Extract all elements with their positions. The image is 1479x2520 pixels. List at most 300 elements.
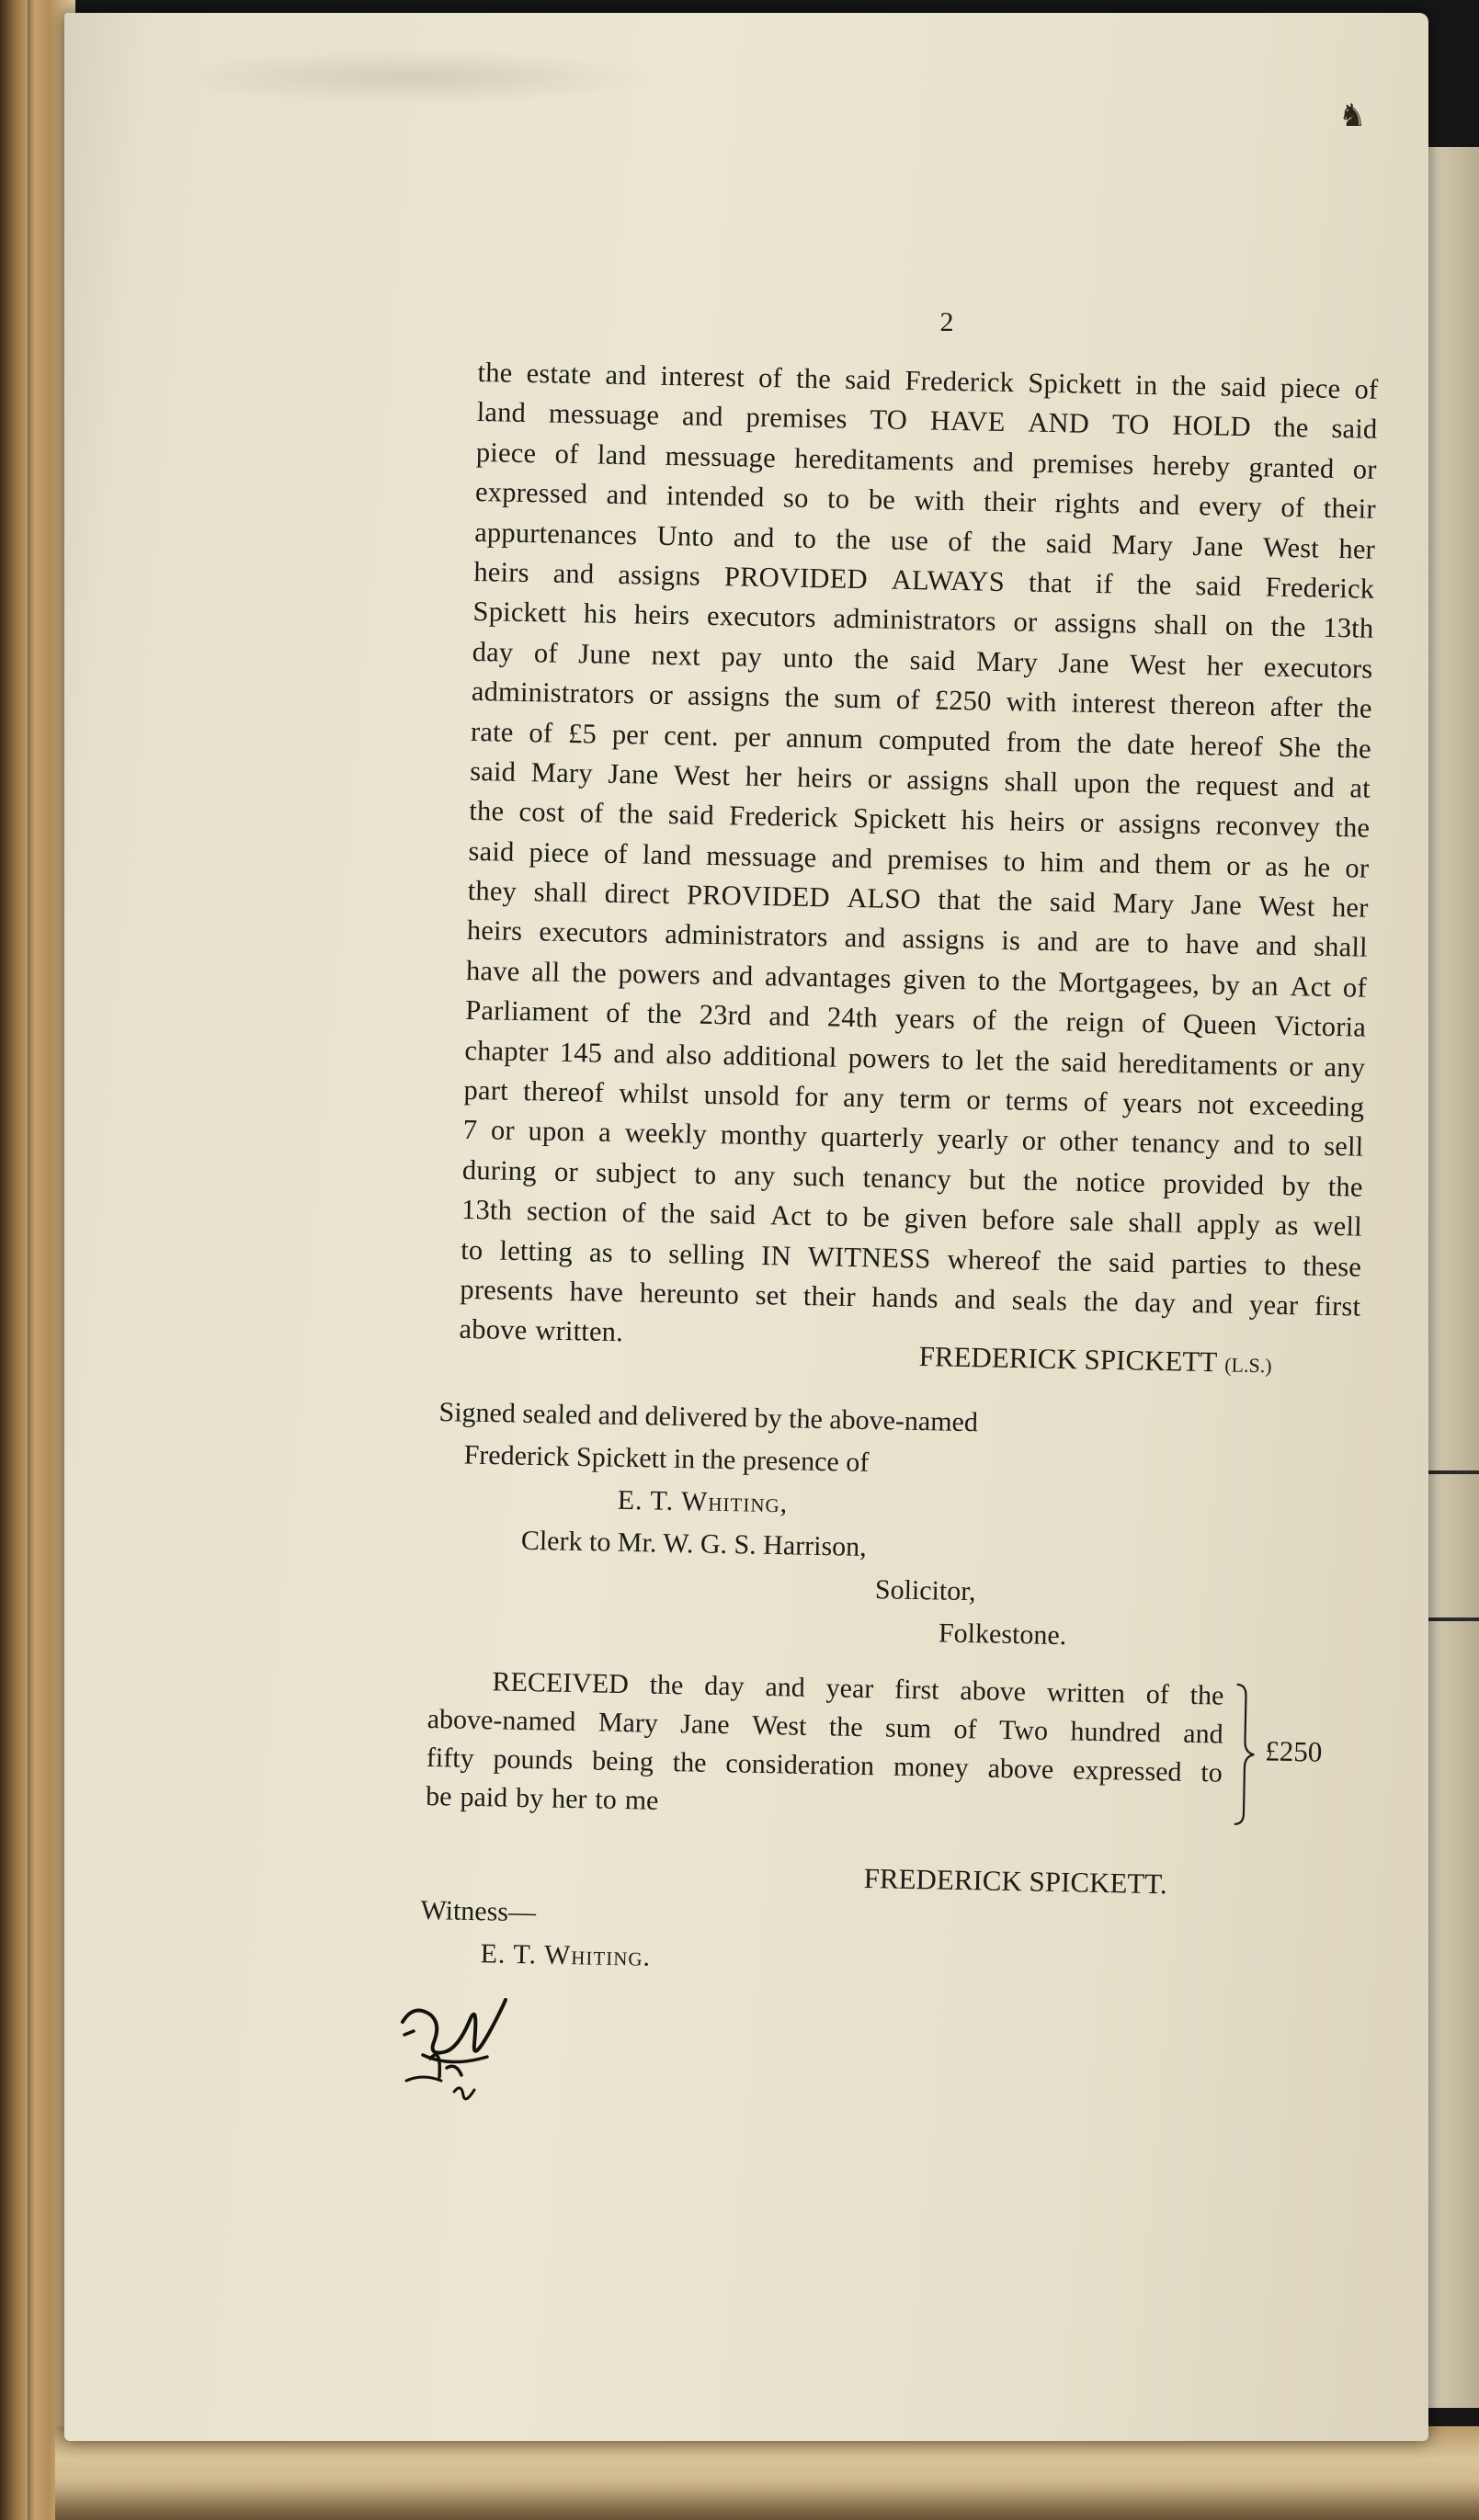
word: such bbox=[792, 1160, 846, 1193]
word: 23rd bbox=[699, 999, 752, 1032]
word: Mary bbox=[530, 756, 594, 789]
word: as bbox=[1264, 850, 1290, 882]
word: her bbox=[1338, 532, 1376, 565]
word: TO bbox=[1111, 408, 1150, 441]
word: tenancy bbox=[862, 1162, 952, 1195]
word: to bbox=[1288, 1129, 1311, 1162]
word: AND bbox=[1028, 406, 1090, 440]
word: whereof bbox=[947, 1243, 1041, 1277]
word: of bbox=[533, 636, 559, 669]
word: and bbox=[1233, 1129, 1275, 1162]
word: £250 bbox=[934, 684, 992, 717]
word: yearly bbox=[937, 1123, 1009, 1156]
word: Jane bbox=[1058, 646, 1109, 679]
word: and bbox=[552, 557, 595, 590]
word: and bbox=[1138, 489, 1180, 521]
word: of bbox=[1280, 491, 1305, 524]
word: sell bbox=[1323, 1130, 1364, 1164]
word: unsold bbox=[703, 1078, 780, 1112]
word: cost bbox=[518, 796, 565, 829]
word: Jane bbox=[1192, 529, 1244, 562]
witness-label: Witness— bbox=[420, 1894, 537, 1928]
word: for bbox=[794, 1080, 829, 1113]
word: shall bbox=[1128, 1206, 1183, 1240]
word: or bbox=[1352, 453, 1378, 485]
word: PROVIDED bbox=[723, 561, 869, 596]
attesting-witness-name: E. T. Whiting, bbox=[617, 1484, 789, 1519]
word: before bbox=[982, 1203, 1055, 1237]
word: parties bbox=[1170, 1247, 1248, 1280]
word: let bbox=[974, 1044, 1005, 1076]
word: the bbox=[1327, 1170, 1364, 1203]
word: hundred bbox=[1070, 1716, 1162, 1749]
word: the bbox=[997, 885, 1033, 917]
word: additional bbox=[722, 1039, 837, 1073]
word: said bbox=[1060, 1045, 1108, 1078]
word: the bbox=[469, 795, 505, 827]
word: use bbox=[890, 524, 929, 557]
word: are bbox=[1094, 926, 1131, 959]
word: said bbox=[667, 799, 715, 832]
word: exceeding bbox=[1248, 1089, 1365, 1123]
word: but bbox=[968, 1164, 1007, 1196]
word: in bbox=[1134, 369, 1158, 402]
word: messuage bbox=[706, 839, 817, 873]
word: the bbox=[1136, 568, 1172, 601]
word: hereof bbox=[1189, 729, 1264, 762]
word: 7 bbox=[462, 1114, 478, 1146]
word: or bbox=[553, 1155, 579, 1188]
word: reconvey bbox=[1215, 809, 1321, 843]
word: be bbox=[425, 1780, 452, 1812]
word: the bbox=[1056, 1244, 1093, 1277]
receipt-signature: FREDERICK SPICKETT. bbox=[863, 1862, 1168, 1901]
receipt-amount: £250 bbox=[1264, 1734, 1323, 1768]
word: per bbox=[611, 718, 649, 751]
word: fifty bbox=[426, 1742, 474, 1774]
word: heirs bbox=[796, 761, 853, 794]
word: of bbox=[1141, 1007, 1166, 1039]
word: or bbox=[1289, 1050, 1314, 1083]
word: Mary bbox=[975, 645, 1039, 678]
word: above-named bbox=[427, 1703, 576, 1738]
word: being bbox=[591, 1745, 654, 1777]
word: to bbox=[825, 1200, 849, 1233]
word: day bbox=[472, 635, 514, 668]
word: premises bbox=[886, 843, 989, 877]
word: West bbox=[1129, 648, 1187, 681]
word: subject bbox=[595, 1156, 677, 1190]
word: request bbox=[1195, 768, 1279, 802]
word: chapter bbox=[464, 1034, 549, 1068]
word: shall bbox=[1004, 765, 1059, 799]
word: West bbox=[751, 1709, 807, 1742]
word: to bbox=[1200, 1757, 1223, 1788]
word: WITNESS bbox=[807, 1240, 931, 1275]
word: 13th bbox=[1322, 612, 1374, 645]
word: the bbox=[1013, 1005, 1049, 1038]
word: his bbox=[961, 804, 995, 837]
word: the bbox=[618, 798, 654, 831]
word: assigns bbox=[902, 923, 985, 957]
word: the bbox=[571, 956, 608, 989]
word: messuage bbox=[665, 439, 777, 474]
attestation-line: Signed sealed and delivered by the above-named bbox=[438, 1396, 979, 1438]
word: whilst bbox=[619, 1077, 689, 1110]
word: apply bbox=[1196, 1208, 1261, 1241]
handwritten-initials bbox=[386, 1967, 542, 2123]
word: and bbox=[606, 478, 648, 511]
word: of bbox=[579, 797, 604, 830]
word: She bbox=[1278, 731, 1322, 764]
word: the bbox=[828, 1711, 863, 1743]
word: not bbox=[1197, 1088, 1234, 1120]
word: the bbox=[853, 642, 890, 675]
word: Jane bbox=[680, 1708, 730, 1741]
word: land bbox=[597, 438, 647, 471]
word: interest bbox=[1071, 687, 1156, 721]
word: to bbox=[460, 1233, 484, 1266]
word: hands bbox=[871, 1281, 939, 1314]
word: her bbox=[1206, 650, 1244, 682]
word: pounds bbox=[493, 1743, 574, 1776]
word: executors bbox=[1263, 651, 1373, 685]
word: of bbox=[603, 837, 629, 869]
word: rate bbox=[470, 715, 514, 748]
word: by bbox=[1281, 1169, 1311, 1202]
word: of bbox=[1145, 1678, 1170, 1710]
word: or bbox=[490, 1114, 516, 1147]
word: piece bbox=[1280, 371, 1341, 405]
word: hereby bbox=[1152, 448, 1231, 482]
word: term bbox=[898, 1082, 952, 1116]
word: administrators bbox=[833, 602, 997, 638]
word: said bbox=[1108, 1245, 1155, 1278]
word: Mary bbox=[1110, 528, 1174, 562]
word: thereof bbox=[522, 1075, 605, 1108]
word: is bbox=[1001, 925, 1021, 957]
receipt-witness bbox=[419, 1890, 652, 1979]
word: the bbox=[646, 997, 683, 1030]
word: and bbox=[733, 520, 775, 553]
word: notice bbox=[1075, 1165, 1146, 1198]
word: heirs bbox=[466, 914, 523, 948]
word: rights bbox=[1054, 487, 1121, 520]
word: executors bbox=[539, 915, 649, 950]
word: Frederick bbox=[1265, 571, 1375, 605]
signatory-name: FREDERICK SPICKETT bbox=[918, 1340, 1218, 1379]
word: hereunto bbox=[639, 1277, 740, 1311]
word: Frederick bbox=[904, 364, 1015, 399]
word: and bbox=[1191, 1288, 1234, 1320]
word: administrators bbox=[471, 675, 635, 710]
word: and bbox=[973, 446, 1015, 478]
word: years bbox=[894, 1003, 956, 1036]
word: IN bbox=[760, 1239, 792, 1272]
word: the bbox=[660, 1198, 696, 1230]
word: the bbox=[649, 1669, 684, 1701]
word: Spickett bbox=[852, 802, 947, 836]
word: West bbox=[1262, 530, 1320, 564]
word: date bbox=[1127, 728, 1176, 761]
word: assigns bbox=[906, 763, 990, 797]
word: years bbox=[1121, 1086, 1183, 1119]
word: of bbox=[895, 683, 921, 716]
word: any bbox=[842, 1081, 885, 1114]
word: Unto bbox=[656, 519, 714, 552]
word: thereon bbox=[1169, 688, 1257, 722]
word: them bbox=[1155, 847, 1212, 881]
word: his bbox=[583, 597, 618, 630]
word: and bbox=[954, 1283, 996, 1315]
word: money bbox=[893, 1751, 969, 1784]
word: their bbox=[802, 1279, 857, 1313]
word: of bbox=[621, 1197, 646, 1229]
word: PROVIDED bbox=[686, 879, 831, 914]
word: computed bbox=[878, 722, 992, 757]
word: or bbox=[1021, 1124, 1046, 1157]
word: of bbox=[953, 1713, 977, 1745]
word: £5 bbox=[567, 717, 597, 750]
word: and bbox=[768, 1000, 811, 1033]
word: have bbox=[569, 1276, 624, 1309]
word: me bbox=[624, 1785, 659, 1816]
corner-mark: ♞ bbox=[1338, 99, 1367, 133]
receipt-block bbox=[425, 1662, 1323, 1832]
word: piece bbox=[529, 835, 590, 869]
word: said bbox=[1195, 569, 1242, 602]
word: advantages bbox=[764, 959, 892, 994]
word: him bbox=[1040, 846, 1086, 879]
paper-stain bbox=[175, 50, 653, 105]
word: the bbox=[1076, 727, 1112, 759]
word: be bbox=[862, 1201, 891, 1233]
word: these bbox=[1303, 1250, 1362, 1283]
word: tenancy bbox=[1131, 1127, 1221, 1161]
word: on bbox=[1224, 610, 1255, 642]
word: above bbox=[459, 1313, 528, 1346]
word: and bbox=[1183, 1718, 1223, 1750]
word: ALSO bbox=[847, 881, 922, 915]
word: of bbox=[529, 716, 553, 749]
word: powers bbox=[848, 1041, 931, 1075]
word: West bbox=[673, 759, 731, 792]
word: written bbox=[1046, 1676, 1126, 1709]
word: first bbox=[1314, 1289, 1361, 1322]
word: set bbox=[755, 1278, 788, 1311]
word: and bbox=[765, 1672, 806, 1703]
word: every bbox=[1198, 490, 1263, 523]
word: the bbox=[1011, 965, 1047, 997]
word: and bbox=[613, 1037, 655, 1070]
word: June bbox=[577, 637, 631, 670]
word: terms bbox=[1005, 1084, 1069, 1118]
word: with bbox=[914, 484, 965, 517]
word: unto bbox=[782, 641, 834, 675]
word: a bbox=[597, 1117, 612, 1149]
word: 24th bbox=[826, 1001, 879, 1034]
word: said bbox=[1049, 886, 1097, 919]
word: and bbox=[1292, 771, 1336, 803]
seal-mark: (L.S.) bbox=[1223, 1353, 1272, 1378]
word: sum bbox=[884, 1712, 932, 1744]
word: assigns bbox=[1118, 807, 1201, 841]
deed-signature bbox=[918, 1340, 1272, 1379]
word: their bbox=[1323, 492, 1377, 525]
word: all bbox=[530, 956, 561, 988]
word: expressed bbox=[1072, 1754, 1182, 1788]
word: annum bbox=[785, 721, 864, 755]
word: the bbox=[784, 681, 820, 714]
word: to bbox=[941, 1043, 964, 1075]
word: RECEIVED bbox=[492, 1666, 630, 1700]
word: granted bbox=[1248, 450, 1335, 484]
word: West bbox=[1258, 890, 1315, 923]
receipt-text bbox=[426, 1662, 1237, 1832]
word: year bbox=[1248, 1288, 1299, 1322]
word: Mary bbox=[597, 1707, 659, 1739]
word: the bbox=[795, 362, 832, 395]
word: executors bbox=[706, 600, 817, 634]
word: also bbox=[666, 1038, 712, 1071]
word: so bbox=[782, 482, 809, 515]
word: the bbox=[1014, 1045, 1051, 1077]
word: other bbox=[1059, 1125, 1119, 1158]
word: assigns bbox=[1053, 607, 1138, 641]
word: 13th bbox=[461, 1194, 513, 1227]
word: upon bbox=[528, 1115, 586, 1148]
word: from bbox=[1006, 725, 1063, 758]
word: an bbox=[1251, 970, 1280, 1002]
word: intended bbox=[666, 480, 765, 514]
attestation-block bbox=[435, 1391, 1138, 1659]
word: shall bbox=[533, 876, 588, 909]
word: the bbox=[1189, 1679, 1224, 1711]
word: heirs bbox=[633, 598, 690, 631]
word: the bbox=[1022, 1164, 1059, 1198]
witness-clerk: Clerk to Mr. W. G. S. Harrison, bbox=[520, 1525, 867, 1562]
word: Mary bbox=[1112, 887, 1175, 920]
word: given bbox=[904, 1202, 968, 1235]
word: quarterly bbox=[820, 1120, 925, 1154]
word: consideration bbox=[725, 1748, 875, 1782]
word: to bbox=[793, 522, 817, 554]
word: interest bbox=[660, 359, 745, 393]
word: Two bbox=[998, 1714, 1049, 1746]
word: and bbox=[605, 358, 647, 392]
word: powers bbox=[618, 957, 701, 991]
word: shall bbox=[1154, 608, 1209, 641]
word: and bbox=[1098, 846, 1141, 880]
word: of bbox=[1342, 971, 1368, 1004]
word: and bbox=[1037, 925, 1079, 959]
word: Act bbox=[769, 1199, 813, 1232]
word: reign bbox=[1065, 1005, 1125, 1039]
word: of bbox=[554, 437, 579, 470]
word: and bbox=[681, 400, 723, 433]
word: messuage bbox=[548, 397, 660, 432]
word: said bbox=[469, 755, 517, 788]
word: said bbox=[1331, 413, 1378, 446]
word: the bbox=[1145, 767, 1181, 800]
word: of bbox=[948, 525, 973, 557]
word: premises bbox=[1032, 447, 1134, 481]
word: piece bbox=[475, 436, 537, 470]
word: hereditaments bbox=[794, 442, 955, 477]
word: they bbox=[467, 874, 518, 907]
word: the bbox=[672, 1747, 707, 1778]
word: to bbox=[1003, 845, 1026, 878]
page-number: 2 bbox=[939, 307, 954, 337]
word: that bbox=[1028, 566, 1072, 599]
word: any bbox=[734, 1159, 776, 1192]
word: ALWAYS bbox=[891, 563, 1006, 597]
word: Parliament bbox=[464, 994, 589, 1028]
word: Queen bbox=[1182, 1008, 1257, 1041]
word: said bbox=[909, 643, 956, 676]
word: appurtenances bbox=[473, 516, 638, 551]
word: 145 bbox=[559, 1036, 603, 1069]
word: with bbox=[1006, 686, 1057, 719]
word: Act bbox=[1290, 970, 1332, 1003]
word: and bbox=[844, 922, 886, 955]
word: to bbox=[595, 1784, 618, 1815]
word: the bbox=[1273, 412, 1309, 444]
word: he bbox=[1303, 851, 1331, 883]
receipt-witness-name: E. T. Whiting. bbox=[480, 1938, 652, 1972]
word: day bbox=[703, 1670, 745, 1702]
word: Victoria bbox=[1274, 1010, 1367, 1043]
word: her bbox=[551, 1783, 587, 1815]
word: have bbox=[465, 954, 520, 987]
word: sum bbox=[834, 682, 882, 715]
word: or bbox=[1013, 606, 1038, 639]
word: to bbox=[977, 964, 1001, 996]
witness-place: Folkestone. bbox=[938, 1618, 1067, 1652]
word: provided bbox=[1162, 1167, 1265, 1201]
attestation-line: Frederick Spickett in the presence of bbox=[463, 1439, 870, 1478]
word: of bbox=[1354, 373, 1379, 405]
word: premises bbox=[745, 402, 848, 436]
word: said bbox=[1045, 527, 1093, 560]
word: of bbox=[605, 997, 631, 1029]
word: be bbox=[868, 483, 896, 516]
word: heirs bbox=[1008, 805, 1065, 838]
deed-body-text bbox=[459, 353, 1379, 1367]
word: Spickett bbox=[1028, 367, 1122, 401]
word: well bbox=[1313, 1209, 1363, 1243]
word: to bbox=[826, 482, 850, 515]
word: after bbox=[1269, 690, 1324, 723]
word: her bbox=[1331, 891, 1369, 924]
word: to bbox=[693, 1158, 717, 1190]
word: letting bbox=[499, 1234, 574, 1267]
word: of bbox=[1083, 1085, 1108, 1118]
word: or bbox=[1345, 851, 1370, 884]
word: have bbox=[1185, 928, 1240, 961]
word: as bbox=[1274, 1209, 1299, 1242]
binding-shadow bbox=[28, 0, 35, 2520]
word: to bbox=[1263, 1249, 1287, 1281]
word: of bbox=[972, 1004, 997, 1037]
word: and bbox=[1255, 929, 1298, 962]
word: Spickett bbox=[472, 596, 567, 630]
word: Jane bbox=[1190, 889, 1243, 922]
word: given bbox=[903, 962, 967, 996]
word: the bbox=[991, 526, 1027, 559]
word: the bbox=[1171, 369, 1207, 403]
book-bottom-shadow bbox=[55, 2481, 1479, 2520]
